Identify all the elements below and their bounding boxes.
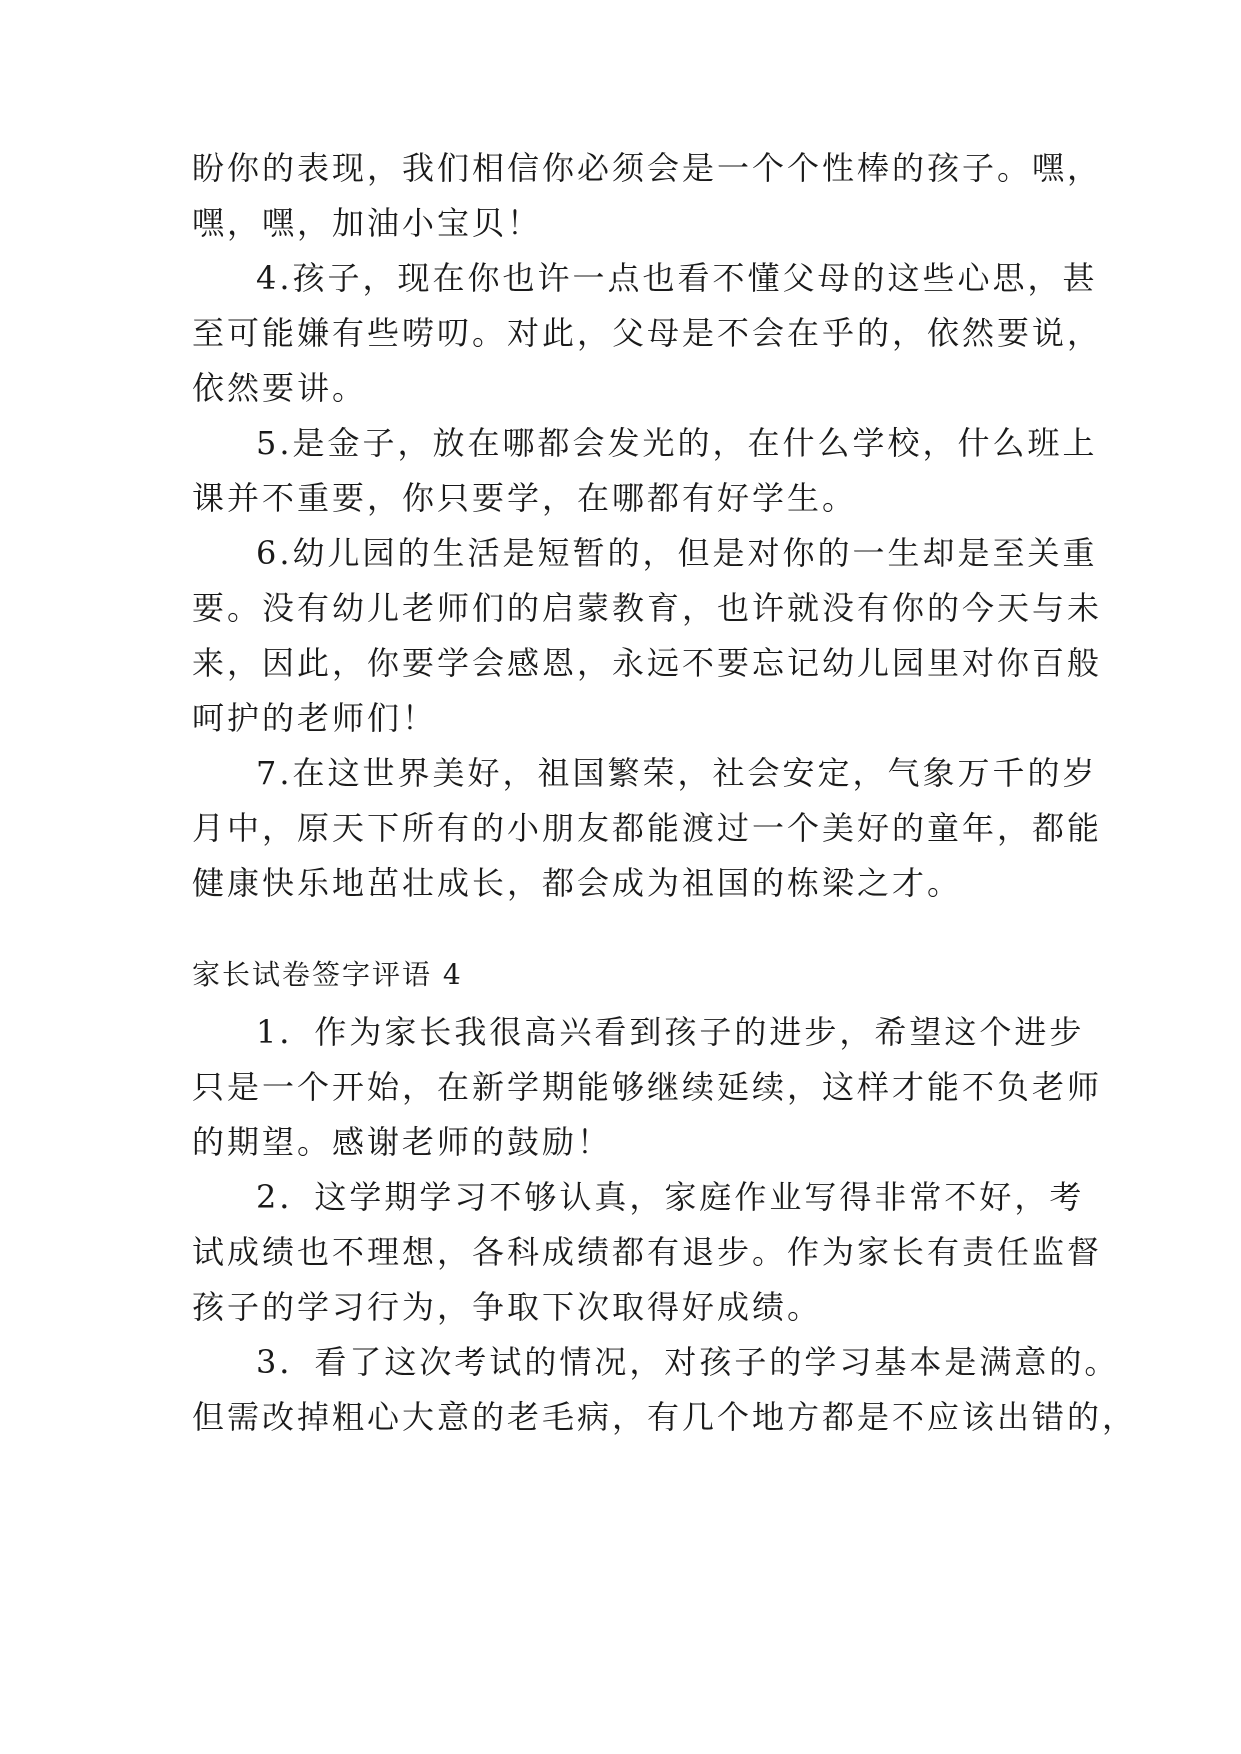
- text-line: 但需改掉粗心大意的老毛病，有几个地方都是不应该出错的，: [192, 1398, 1138, 1436]
- text-line: 至可能嫌有些唠叨。对此，父母是不会在乎的，依然要说，: [192, 314, 1103, 352]
- text-line: 嘿，嘿，加油小宝贝！: [192, 204, 543, 242]
- paragraph-5-line: 5.是金子，放在哪都会发光的，在什么学校，什么班上: [256, 424, 1098, 462]
- text-line: 依然要讲。: [192, 369, 368, 407]
- paragraph-7-line: 7.在这世界美好，祖国繁荣，社会安定，气象万千的岁: [256, 754, 1098, 792]
- text-line: 健康快乐地茁壮成长，都会成为祖国的栋梁之才。: [192, 864, 963, 902]
- text-line: 要。没有幼儿老师们的启蒙教育，也许就没有你的今天与未: [192, 589, 1103, 627]
- text-line: 课并不重要，你只要学，在哪都有好学生。: [192, 479, 858, 517]
- paragraph-4-line: 4.孩子，现在你也许一点也看不懂父母的这些心思，甚: [256, 259, 1098, 297]
- text-line: 孩子的学习行为，争取下次取得好成绩。: [192, 1288, 823, 1326]
- text-line: 呵护的老师们！: [192, 699, 438, 737]
- comment-2-line: 2．这学期学习不够认真，家庭作业写得非常不好，考: [256, 1178, 1085, 1216]
- text-line: 的期望。感谢老师的鼓励！: [192, 1123, 613, 1161]
- comment-3-line: 3．看了这次考试的情况，对孩子的学习基本是满意的。: [256, 1343, 1120, 1381]
- text-line: 月中，原天下所有的小朋友都能渡过一个美好的童年，都能: [192, 809, 1103, 847]
- section-heading: 家长试卷签字评语 4: [192, 958, 463, 991]
- text-line: 只是一个开始，在新学期能够继续延续，这样才能不负老师: [192, 1068, 1103, 1106]
- text-line: 来，因此，你要学会感恩，永远不要忘记幼儿园里对你百般: [192, 644, 1103, 682]
- text-line: 盼你的表现，我们相信你必须会是一个个性棒的孩子。嘿，: [192, 149, 1103, 187]
- text-line: 试成绩也不理想，各科成绩都有退步。作为家长有责任监督: [192, 1233, 1103, 1271]
- paragraph-6-line: 6.幼儿园的生活是短暂的，但是对你的一生却是至关重: [256, 534, 1098, 572]
- comment-1-line: 1．作为家长我很高兴看到孩子的进步，希望这个进步: [256, 1013, 1085, 1051]
